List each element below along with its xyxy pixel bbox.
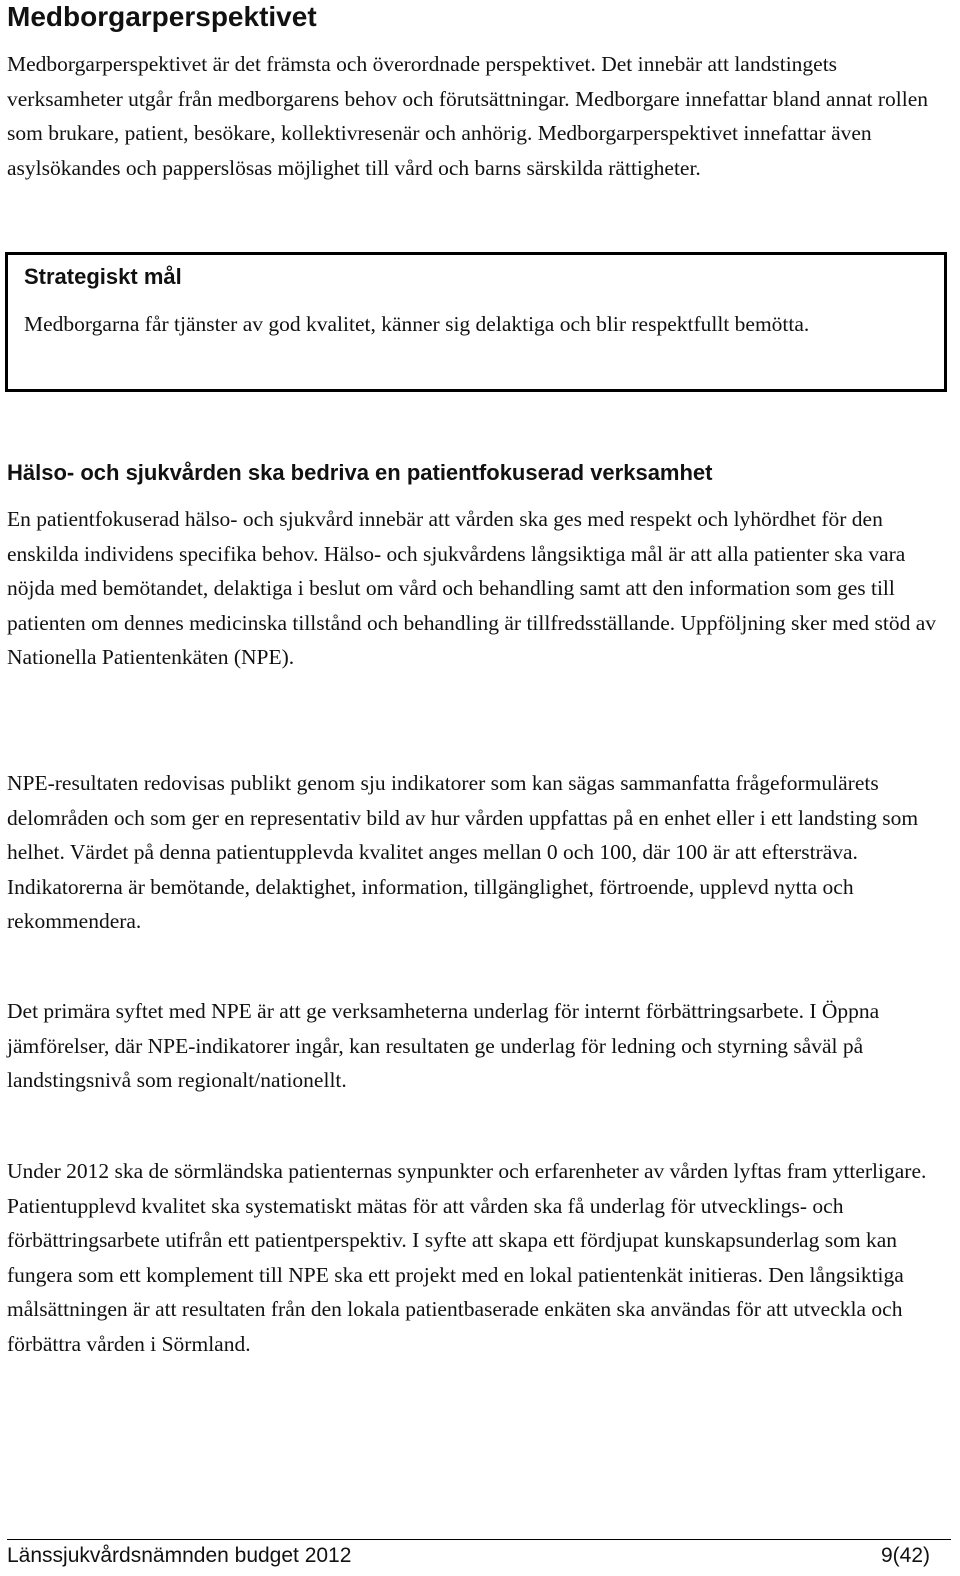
strategic-goal-title: Strategiskt mål bbox=[24, 264, 182, 289]
body-paragraph: NPE-resultaten redovisas publikt genom sju indikatorer som kan sägas sammanfatta frågeformulärets delområden och som ger en representativ bild av hur vården uppfattas på en enhet eller i ett landsting som helhet. Värdet på denna patientupplevda kvalitet anges mellan 0 och 100, där 100 är att eftersträva. Indikatorerna är bemötande, delaktighet, information, tillgänglighet, förtroende, upplevd nytta och rekommendera. bbox=[7, 771, 919, 934]
strategic-goal-box bbox=[5, 252, 947, 392]
intro-paragraph: Medborgarperspektivet är det främsta och överordnade perspektivet. Det innebär att landstingets verksamheter utgår från medborgarens behov och förutsättningar. Medborgare innefattar bland annat rollen som brukare, patient, besökare, kollektivresenär och anhörig. Medborgarperspektivet innefattar även asylsökandes och papperslösas möjlighet till vård och barns särskilda rättigheter. bbox=[7, 52, 928, 180]
body-paragraph: Det primära syftet med NPE är att ge verksamheterna underlag för internt förbättringsarbete. I Öppna jämförelser, där NPE-indikatorer ingår, kan resultaten ge underlag för ledning och styrning såväl på landstingsnivå som regionalt/nationellt. bbox=[7, 999, 880, 1093]
body-paragraph: Under 2012 ska de sörmländska patienternas synpunkter och erfarenheter av vården lyftas fram ytterligare. Patientupplevd kvalitet ska systematiskt mätas för att vården ska få underlag för utvecklings- och förbättringsarbete utifrån ett patientperspektiv. I syfte att skapa ett fördjupat kunskapsunderlag som kan fungera som ett komplement till NPE ska ett projekt med en lokal patientenkät initieras. Den långsiktiga målsättningen är att resultaten från den lokala patientbaserade enkäten ska användas för att utveckla och förbättra vården i Sörmland. bbox=[7, 1159, 927, 1356]
strategic-goal-text: Medborgarna får tjänster av god kvalitet, känner sig delaktiga och blir respektfullt bemötta. bbox=[24, 312, 810, 336]
body-paragraph: En patientfokuserad hälso- och sjukvård innebär att vården ska ges med respekt och lyhördhet för den enskilda individens specifika behov. Hälso- och sjukvårdens långsiktiga mål är att alla patienter ska vara nöjda med bemötandet, delaktiga i beslut om vård och behandling samt att den information som ges till patienten om dennes medicinska tillstånd och behandling är tillfredsställande. Uppföljning sker med stöd av Nationella Patientenkäten (NPE). bbox=[7, 507, 937, 670]
section-title: Medborgarperspektivet bbox=[7, 1, 317, 32]
footer-page-number: 9(42) bbox=[880, 1544, 930, 1567]
footer-divider bbox=[7, 1539, 951, 1540]
subsection-title: Hälso- och sjukvården ska bedriva en patientfokuserad verksamhet bbox=[7, 460, 713, 485]
footer-document-title: Länssjukvårdsnämnden budget 2012 bbox=[7, 1544, 352, 1567]
